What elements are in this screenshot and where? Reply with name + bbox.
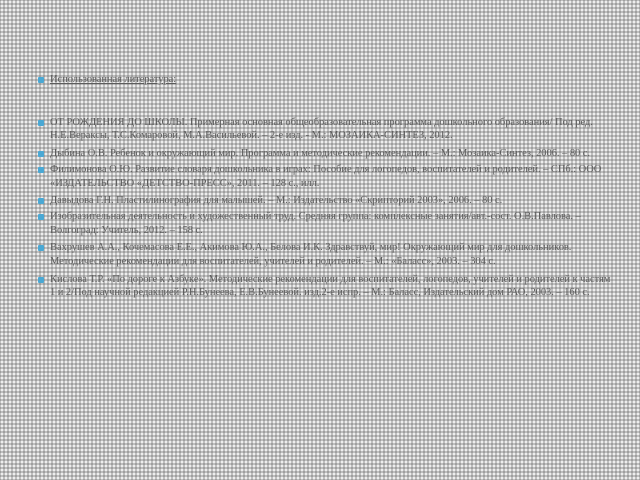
reference-text: Кислова Т.Р. «По дороге к Азбуке». Методические рекомендации для воспитателей, логопедов, учителей и родителей к частям 1 и 2/Под научной редакцией Р.Н.Бунеева, Е.В.Бунеевой. изд.2-е испр. – М.: Баласс, Издательский дом РАО, 2003. – 160 с. (50, 273, 611, 299)
reference-item (38, 116, 616, 143)
reference-item (38, 194, 616, 208)
reference-item (38, 241, 616, 268)
reference-item (38, 210, 616, 237)
reference-text: Давыдова Г.Н. Пластилинография для малышей. – М.: Издательство «Скрипторий 2003», 2006. – 80 с. (50, 194, 503, 206)
reference-text: Филимонова О.Ю. Развитие словаря дошкольника в играх: Пособие для логопедов, воспитателей и родителей. – СПб.: ООО «ИЗДАТЕЛЬСТВО «ДЕТСТВО-ПРЕСС», 2011. – 128 с., илл. (50, 164, 602, 189)
bullet-icon (38, 214, 44, 220)
bullet-icon (38, 77, 44, 83)
reference-text: Дыбина О.В. Ребенок и окружающий мир. Программа и методические рекомендации. – М.: Мозаика-Синтез, 2006. – 80 с. (50, 147, 590, 159)
bullet-icon (38, 277, 44, 283)
reference-item (38, 147, 616, 161)
reference-text: Изобразительная деятельность и художественный труд. Средняя группа: комплексные занятия/авт.-сост. О.В.Павлова. – Волгоград: Учитель, 2012. – 158 с. (50, 211, 581, 236)
reference-item (38, 163, 616, 190)
bullet-icon (38, 245, 44, 251)
reference-text: Вахрушев А.А., Кочемасова Е.Е., Акимова Ю.А., Белова И.К. Здравствуй, мир! Окружающий мир для дошкольников. Методические рекомендации для воспитателей, учителей и родителей. – М.: «Баласс», 2003. – 304 с. (50, 242, 572, 267)
bullet-icon (38, 167, 44, 173)
reference-item (38, 273, 616, 300)
bullet-icon (38, 120, 44, 126)
bullet-icon (38, 198, 44, 204)
heading-text: Использованная литература: (50, 74, 177, 85)
references-list (38, 73, 616, 303)
references-heading (38, 73, 616, 87)
bullet-icon (38, 151, 44, 157)
reference-text: ОТ РОЖДЕНИЯ ДО ШКОЛЫ. Примерная основная общеобразовательная программа дошкольного образования/ Под ред. Н.Е.Вераксы, Т.С.Комаровой, М.А.Васильевой. – 2-е изд. - М.: МОЗАИКА-СИНТЕЗ, 2012. (50, 116, 593, 142)
